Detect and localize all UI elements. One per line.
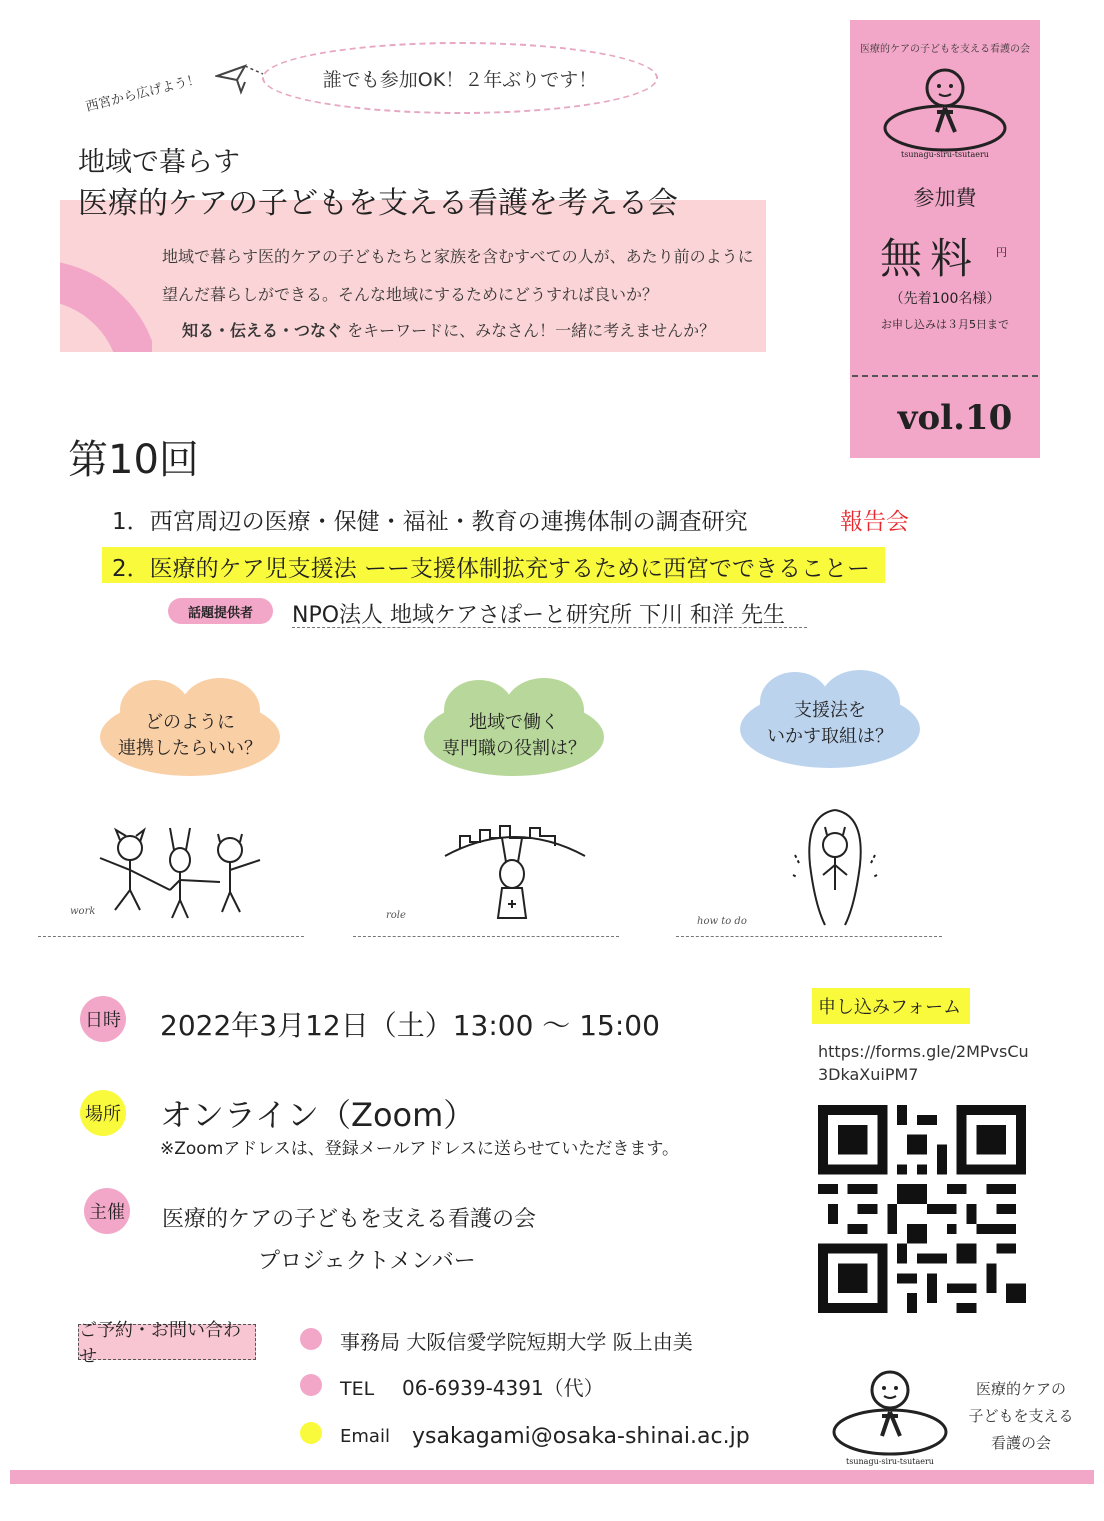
- qr-code-icon[interactable]: [818, 1105, 1026, 1313]
- speaker-badge: 話題提供者: [168, 598, 273, 624]
- question-2-line-1: 地域で働く: [469, 712, 559, 733]
- contact-label: ご予約・お問い合わせ: [78, 1324, 256, 1360]
- fee-deadline: お申し込みは３月5日まで: [881, 318, 1009, 331]
- question-cloud-1: [100, 678, 280, 778]
- session-number: 第10回: [68, 437, 199, 483]
- volume-label: vol.10: [897, 398, 1013, 438]
- topic-1-tag: 報告会: [840, 509, 909, 535]
- form-label: 申し込みフォーム: [818, 997, 962, 1018]
- intro-line-3-rest: をキーワードに、みなさん！一緒に考えませんか？: [347, 321, 716, 340]
- divider-2: [353, 936, 619, 937]
- paper-airplane-icon: [215, 62, 265, 96]
- title-line-1: 地域で暮らす: [78, 147, 240, 178]
- jumping-cat-illustration: [785, 805, 885, 930]
- caption-role: role: [386, 910, 406, 921]
- ticket-divider: [852, 375, 1038, 377]
- place-badge: 場所: [80, 1090, 126, 1136]
- form-url-link[interactable]: https://forms.gle/2MPvsCu3DkaXuiPM7: [818, 1042, 1029, 1084]
- org-logo-icon: [880, 60, 1010, 160]
- animals-holding-hands-illustration: [90, 820, 280, 920]
- place-note: ※Zoomアドレスは、登録メールアドレスに送らせていただきます。: [160, 1139, 680, 1159]
- host-line-1: 医療的ケアの子どもを支える看護の会: [162, 1207, 537, 1232]
- question-2-line-2: 専門職の役割は？: [442, 738, 586, 759]
- decorative-arc: [60, 200, 152, 352]
- fee-label: 参加費: [913, 186, 977, 210]
- intro-line-3: [182, 318, 715, 341]
- host-line-2: プロジェクトメンバー: [258, 1249, 476, 1274]
- intro-line-2: 望んだ暮らしができる。そんな地域にするためにどうすれば良いか？: [162, 285, 659, 304]
- date-badge: 日時: [80, 996, 126, 1042]
- speech-bubble: 誰でも参加OK！２年ぶりです！: [262, 42, 658, 114]
- host-badge: 主催: [84, 1188, 130, 1234]
- title-line-2: 医療的ケアの子どもを支える看護を考える会: [78, 186, 678, 221]
- tel-label: TEL: [340, 1378, 375, 1400]
- bullet-dot: [300, 1422, 322, 1444]
- tel-number[interactable]: 06-6939-4391（代）: [402, 1376, 604, 1400]
- logo-bottom-caption: tsunagu-siru-tsutaeru: [846, 1457, 934, 1466]
- footer-bar: [10, 1470, 1094, 1484]
- bullet-dot: [300, 1328, 322, 1350]
- date-value: 2022年3月12日（土）13:00 ～ 15:00: [160, 1009, 660, 1042]
- question-1-line-1: どのように: [145, 712, 235, 733]
- org-logo-bottom-icon: [828, 1360, 958, 1470]
- speaker-name: NPO法人 地域ケアさぽーと研究所 下川 和洋 先生: [292, 603, 786, 628]
- question-cloud-3: [740, 670, 920, 770]
- divider-1: [38, 936, 304, 937]
- question-3-line-2: いかす取組は？: [767, 726, 893, 747]
- tagline: 西宮から広げよう！: [84, 72, 202, 115]
- speaker-underline: [292, 627, 807, 628]
- fee-capacity: （先着100名様）: [889, 291, 1001, 307]
- intro-line-1: 地域で暮らす医的ケアの子どもたちと家族を含むすべての人が、あたり前のように: [162, 247, 754, 266]
- footer-org-name: [966, 1376, 1076, 1457]
- footer-org-line-3: 看護の会: [990, 1434, 1051, 1452]
- topic-2: 2．医療的ケア児支援法 ーー支援体制拡充するために西宮でできることー: [112, 556, 870, 582]
- contact-office: 事務局 大阪信愛学院短期大学 阪上由美: [340, 1330, 693, 1354]
- topic-1: 1．西宮周辺の医療・保健・福祉・教育の連携体制の調査研究: [112, 509, 748, 535]
- bullet-dot: [300, 1374, 322, 1396]
- logo-caption: tsunagu-siru-tsutaeru: [901, 150, 989, 159]
- caption-work: work: [70, 906, 96, 917]
- email-address[interactable]: ysakagami@osaka-shinai.ac.jp: [412, 1424, 750, 1449]
- place-value: オンライン（Zoom）: [160, 1096, 476, 1134]
- question-3-line-1: 支援法を: [794, 700, 866, 721]
- caption-how-to-do: how to do: [697, 916, 747, 927]
- intro-keywords: 知る・伝える・つなぐ: [182, 321, 343, 340]
- fee-unit: 円: [996, 246, 1007, 259]
- email-label: Email: [340, 1426, 390, 1447]
- ticket-edge: [850, 452, 1040, 464]
- fee-value: 無料: [880, 234, 981, 283]
- footer-org-line-2: 子どもを支える: [968, 1407, 1074, 1425]
- question-cloud-2: [424, 678, 604, 778]
- question-1-line-2: 連携したらいい？: [118, 738, 262, 759]
- ticket-org-name: 医療的ケアの子どもを支える看護の会: [860, 44, 1030, 55]
- footer-org-line-1: 医療的ケアの: [975, 1380, 1066, 1398]
- divider-3: [676, 936, 942, 937]
- rabbit-nurse-city-illustration: [440, 808, 590, 928]
